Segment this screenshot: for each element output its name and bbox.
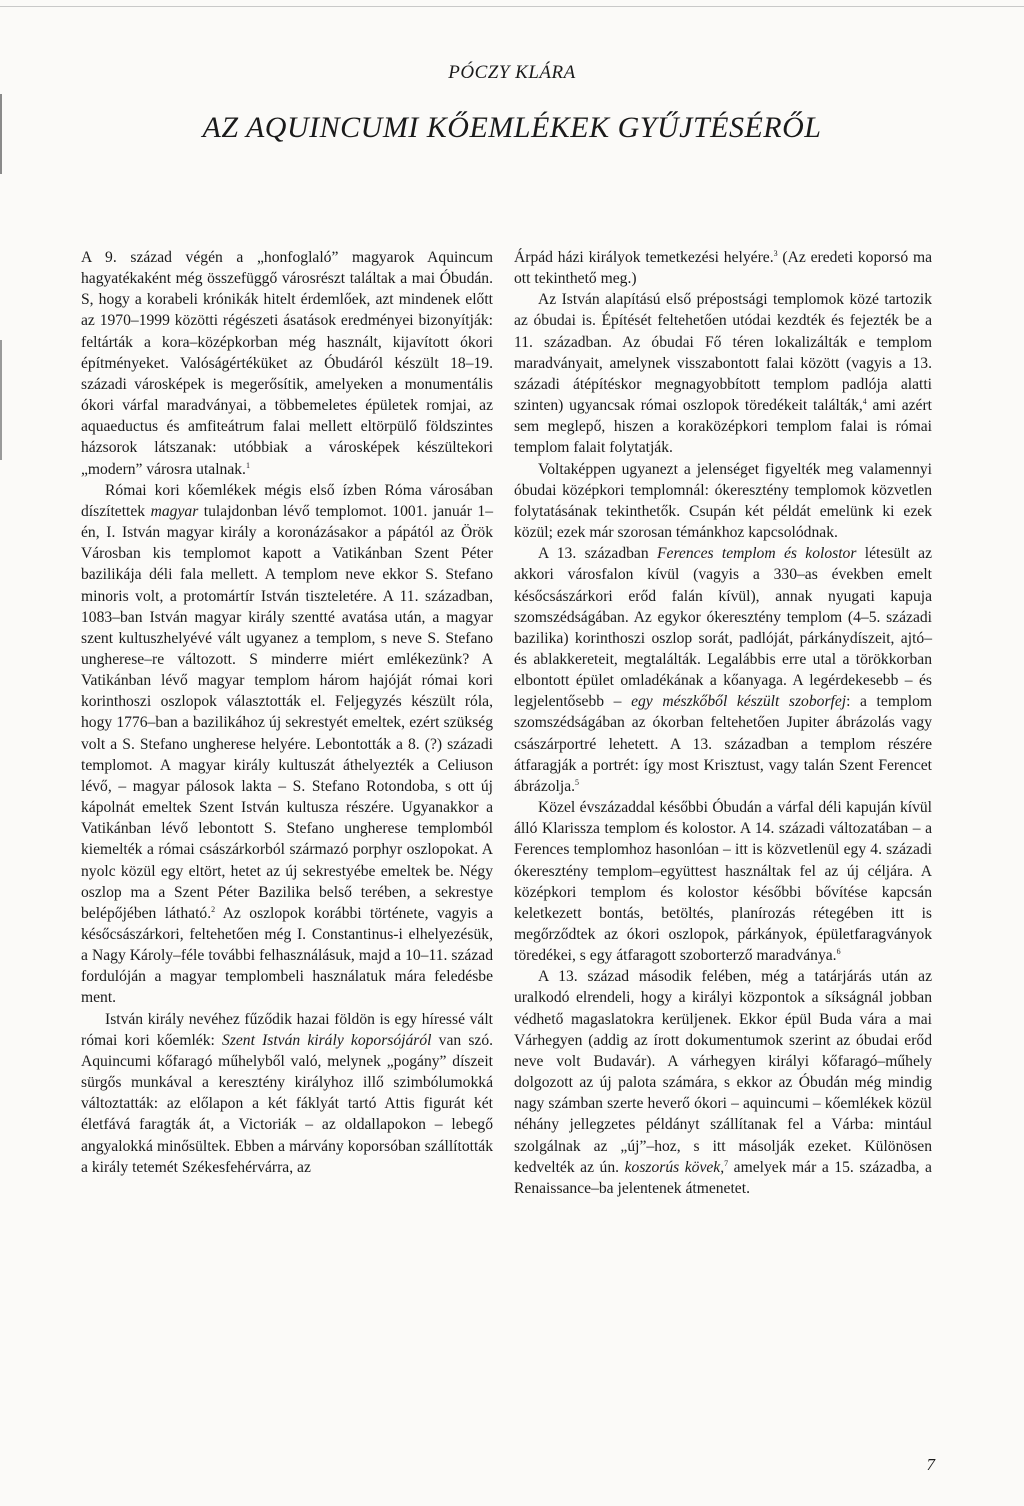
footnote-ref[interactable]: 2	[211, 904, 216, 914]
footnote-ref[interactable]: 7	[724, 1158, 729, 1168]
paragraph: A 13. században Ferences templom és kolostor létesült az akkori városfalon kívül (vagyis a 330–as években emelt későcsászárkori erőd falán kívül), annak nyugati kapuja szomszédságában. Az egykor ókeresztény templom (4–5. századi bazilika) korinthoszi oszlop sorát, padlóját, párkánydíszeit, ajtó– és ablakkereteit, megtalálták. Legalábbis erre utal a törökkorban elbontott épület omladékának a kőanyaga. A legérdekesebb – és legjelentősebb – egy mészkőből készült szoborfej: a templom szomszédságában az ókorban feltehetően Jupiter ábrázolás vagy császárportré lehetett. A 13. században a templom részére átfaragják a portrét: így most Krisztust, vagy talán Szent Ferencet ábrázolja.$^5$	[514, 545, 933, 795]
scan-margin-mark	[0, 340, 2, 460]
footnote-ref[interactable]: 1	[245, 460, 250, 470]
paragraph: Voltaképpen ugyanezt a jelenséget figyelték meg valamennyi óbudai középkori templomnál: ókeresztény templomok közvetlen folytatásának tekinthetők. Csupán két példát emelünk ki ezek közül; ezek már szorosan témánkhoz kapcsolódnak.	[514, 460, 932, 542]
footnote-ref[interactable]: 4	[862, 396, 867, 406]
footnote-ref[interactable]: 6	[836, 946, 841, 956]
paragraph: A 9. század végén a „honfoglaló” magyarok Aquincum hagyatékaként még összefüggő városrészt találtak a mai Óbudán. S, hogy a korabeli krónikák hitelt érdemlőek, azt mindenek előtt az 1970–1999 közötti régészeti ásatások eredményei bizonyítják: feltárták a kora–középkorban még használt, kijavított ókori építményeket. Valóságértéküket az Óbudáról készült 18–19. századi városképek is megerősítik, amelyeken a monumentális ókori várfal maradványai, a többemeletes épületek romjai, az aquaeductus és amfiteátrum falai mellett eltörpülő földszintes házsorok látszanak: utóbbiak a városképek készültekori „modern” városra utalnak.$^1$	[81, 249, 493, 478]
footnote-ref[interactable]: 5	[575, 777, 580, 787]
paragraph: A 13. század második felében, még a tatárjárás után az uralkodó elrendeli, hogy a királyi központok a síkságnál jobban védhető magaslatokra kerüljenek. Ekkor épül Buda vára a mai Várhegyen (addig az írott dokumentumok szerint az óbudai erőd neve volt Budavár). A várhegyen királyi kőfaragó–műhely dolgozott az új palota számára, s ekkor az Óbudán még mindig nagy számban szerte heverő ókori – aquincumi – kőemlékek közül néhány jellegzetes példányt szállítanak fel a Várba: mintául szolgálnak az „új”–hoz, s itt másolják ezeket. Különösen kedvelték az ún. koszorús kövek,$^7$ amelyek már a 15. századba, a Renaissance–ba jelentenek átmenetet.	[514, 968, 932, 1197]
left-column	[81, 247, 493, 1178]
page-number: 7	[926, 1455, 935, 1474]
footnote-ref[interactable]: 3	[773, 248, 778, 258]
scan-border-line	[0, 6, 1024, 7]
paragraph: Az István alapítású első prépostsági templomok közé tartozik az óbudai is. Építését feltehetően utódai kezdték és fejezték be a 11. században. Az óbudai Fő téren lokalizálták e templom maradványait, amelynek visszabontott falai között (vagyis a 13. századi átépítéskor megnagyobbított templom padlója alatti szinten) ugyancsak római oszlopok töredékeit találták,$^4$ ami azért sem meglepő, hiszen a koraközépkori templom falai is római templom falait folytatják.	[514, 291, 932, 457]
paragraph: Római kori kőemlékek mégis első ízben Róma városában díszítettek magyar tulajdonban lévő templomot. 1001. január 1–én, I. István magyar király a koronázásakor a pápától az Örök Városban kis templomot kapott a Vatikánban Szent Péter bazilikája déli fala mellett. A templom neve ekkor S. Stefano minoris volt, a protomártír István tiszteletére. A 11. században, 1083–ban István magyar király szentté avatása után, a magyar szent kultuszhelyévé vált ugyanez a templom, s neve S. Stefano ungherese–re változott. S minderre miért emlékezünk? A Vatikánban lévő magyar templom három hajóját római kori korinthoszi oszlopok választották el. Feljegyzés készült róla, hogy 1776–ban a bazilikához új sekrestyét emeltek, ezért szükség volt a S. Stefano ungherese helyére. Lebontották a 8. (?) századi templomot. A magyar király kultuszát áthelyezték a Celiuson lévő, – magyar pálosok lakta – S. Stefano Rotondoba, s ott új kápolnát emeltek Szent István kultusza részére. Ugyanakkor a Vatikánban lévő lebontott S. Stefano ungherese templomból kiemelték a római császárkorból származó porphyr oszlopokat. A nyolc közül egy eltört, hetet az új sekrestyébe emeltek be. Négy oszlop ma a Szent Péter Bazilika belső terében, a sekrestye belépőjében látható.$^2$ Az oszlopok korábbi története, vagyis a későcsászárkori, feltehetően még I. Constantinus-i elhelyezésük, a Nagy Károly–féle további felhasználásuk, majd a 10–11. század fordulóján a magyar templombeli használatuk mára feledésbe ment.	[81, 481, 493, 1007]
paragraph: Közel évszázaddal későbbi Óbudán a várfal déli kapuján kívül álló Klarissza templom és kolostor. A 14. századi változatában – a Ferences templomhoz hasonlóan – itt is közvetlenül egy 4. századi ókeresztény templom–együttest használtak fel az új céljára. A középkori templom és kolostor későbbi bővítése kapcsán keletkezett bontás, betöltés, planírozás rétegében itt is megőrződtek az ókori oszlopok, párkányok, épületfaragványok töredékei, s egy átfaragott szoborterző maradványa.$^6$	[514, 799, 932, 965]
article-title: AZ AQUINCUMI KŐEMLÉKEK GYŰJTÉSÉRŐL	[202, 111, 822, 144]
right-column	[514, 247, 932, 1199]
paragraph: Árpád házi királyok temetkezési helyére.$^3$ (Az eredeti koporsó ma ott tekinthető meg.)	[514, 248, 932, 288]
paragraph: István király nevéhez fűződik hazai földön is egy híressé vált római kori kőemlék: Szent István király koporsójáról van szó. Aquincumi kőfaragó műhelyből való, melynek „pogány” díszeit sürgős munkával a keresztény királyhoz illő szimbólumokká változtatták: az előlapon a két fáklyát tartó Attis figurát két életfává faragták át, a Victoriák – az oldallapokon – lebegő angyalokká minősültek. Ebben a márvány koporsóban szállították a király tetemét Székesfehérvárra, az	[81, 1010, 494, 1176]
author-name: PÓCZY KLÁRA	[448, 62, 576, 83]
